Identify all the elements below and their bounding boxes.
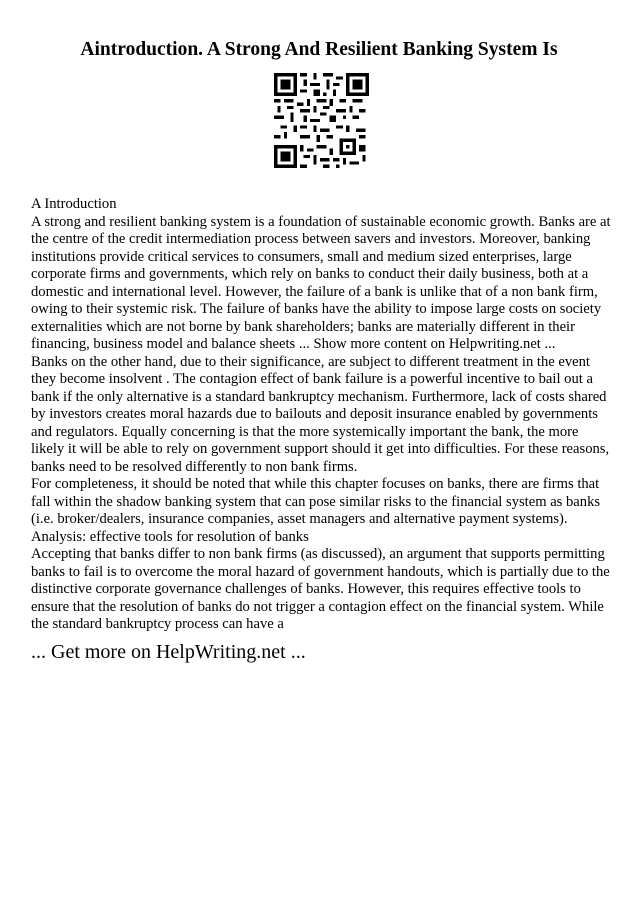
document-body (31, 196, 613, 634)
paragraph-1: A strong and resilient banking system is a foundation of sustainable economic growth. Banks are at the centre of the credit intermediation process between savers and investors. Moreover, banking institutions provide critical services to consumers, small and medium sized enterprises, large corporate firms and governments, which rely on banks to conduct their daily business, both at a domestic and international level. However, the failure of a bank is unlike that of a non bank firm, owing to their systemic risk. The failure of banks have the ability to impose large costs on society externalities which are not borne by bank shareholders; banks are materially different in their financing, business model and balance sheets ... Show more content on Helpwriting.net ... (31, 213, 611, 352)
paragraph-4: Accepting that banks differ to non bank firms (as discussed), an argument that supports permitting banks to fail is to overcome the moral hazard of government handouts, which is partially due to the distinctive corporate governance challenges of banks. However, this requires effective tools to ensure that the resolution of banks do not trigger a contagion effect on the financial system. While the standard bankruptcy process can have a (31, 546, 610, 632)
section-heading-analysis: Analysis: effective tools for resolution of banks (31, 528, 309, 545)
paragraph-2: Banks on the other hand, due to their significance, are subject to different treatment in the event they become insolvent . The contagion effect of bank failure is a powerful incentive to bail out a bank if the only alternative is a standard bankruptcy mechanism. Furthermore, lack of costs shared by investors creates moral hazards due to bailouts and deposit insurance enabled by governments and regulators. Equally concerning is that the more systemically important the bank, the more likely it will be able to rely on government support should it get into difficulties. For these reasons, banks need to be resolved differently to non bank firms. (31, 353, 610, 475)
qr-code-icon (274, 73, 369, 168)
document-title: Aintroduction. A Strong And Resilient Banking System Is (80, 39, 558, 60)
get-more-link[interactable]: ... Get more on HelpWriting.net ... (31, 641, 306, 663)
section-heading-introduction: A Introduction (31, 196, 117, 212)
paragraph-3: For completeness, it should be noted that while this chapter focuses on banks, there are firms that fall within the shadow banking system that can pose similar risks to the financial system as banks (i.e. broker/dealers, insurance companies, asset managers and alternative payment systems). (31, 476, 601, 527)
